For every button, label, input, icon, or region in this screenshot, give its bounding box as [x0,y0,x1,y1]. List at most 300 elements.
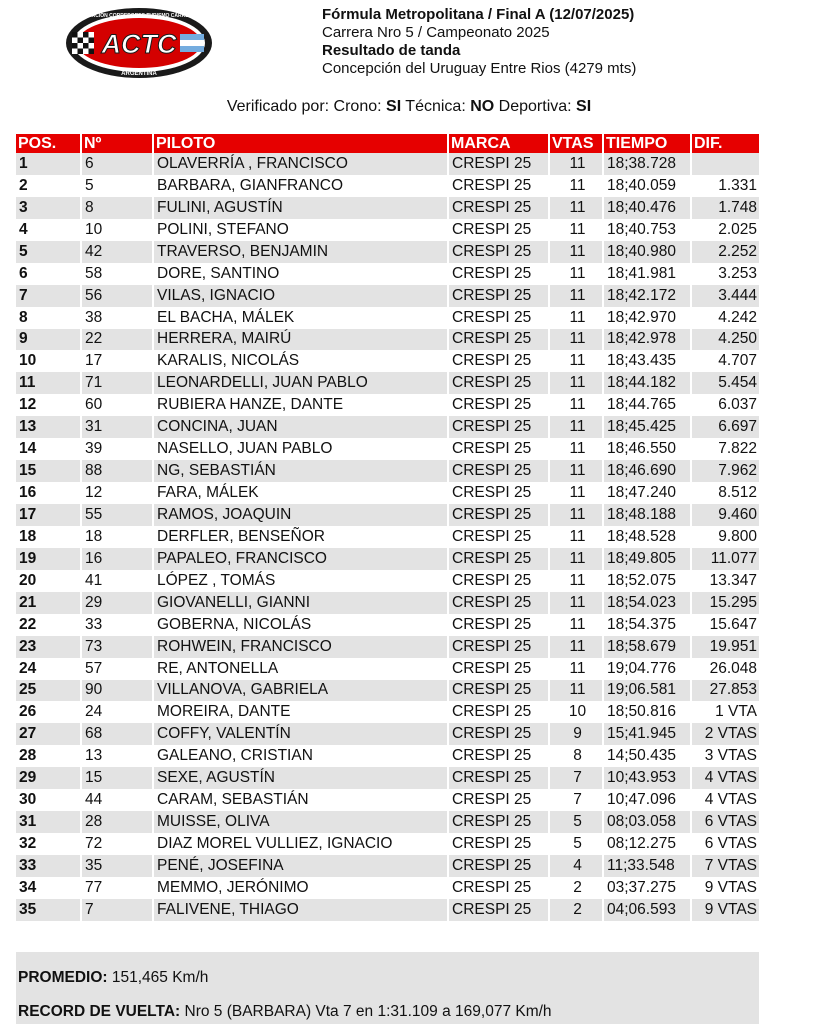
table-row [16,307,759,329]
cell-pilot: FALIVENE, THIAGO [152,899,447,921]
verified-deportiva: SI [576,98,592,115]
cell-time: 18;46.690 [602,460,690,482]
cell-number: 39 [80,438,152,460]
cell-pilot: CARAM, SEBASTIÁN [152,789,447,811]
col-header-pilot: PILOTO [152,134,447,153]
cell-pos: 32 [16,833,80,855]
table-row [16,329,759,351]
table-row [16,592,759,614]
cell-number: 88 [80,460,152,482]
cell-time: 18;48.528 [602,526,690,548]
cell-laps: 11 [548,394,602,416]
cell-laps: 11 [548,263,602,285]
cell-time: 18;52.075 [602,570,690,592]
cell-pos: 23 [16,636,80,658]
cell-number: 7 [80,899,152,921]
cell-pos: 31 [16,811,80,833]
cell-diff: 9 VTAS [690,899,759,921]
cell-pilot: VILLANOVA, GABRIELA [152,680,447,702]
cell-diff: 4.250 [690,329,759,351]
cell-pilot: MOREIRA, DANTE [152,701,447,723]
cell-time: 18;42.970 [602,307,690,329]
table-row [16,263,759,285]
average-speed [18,969,208,987]
cell-diff: 7 VTAS [690,855,759,877]
cell-pilot: EL BACHA, MÁLEK [152,307,447,329]
cell-pos: 7 [16,285,80,307]
cell-laps: 7 [548,767,602,789]
cell-time: 18;50.816 [602,701,690,723]
cell-time: 18;40.059 [602,175,690,197]
cell-brand: CRESPI 25 [447,701,548,723]
average-speed-label: PROMEDIO: [18,969,108,986]
cell-pilot: BARBARA, GIANFRANCO [152,175,447,197]
cell-number: 56 [80,285,152,307]
cell-pilot: DERFLER, BENSEÑOR [152,526,447,548]
cell-laps: 11 [548,350,602,372]
cell-brand: CRESPI 25 [447,899,548,921]
cell-laps: 11 [548,175,602,197]
cell-time: 19;04.776 [602,658,690,680]
cell-diff: 2.025 [690,219,759,241]
lap-record-label: RECORD DE VUELTA: [18,1003,181,1020]
cell-number: 60 [80,394,152,416]
cell-laps: 11 [548,329,602,351]
cell-pos: 28 [16,745,80,767]
cell-pos: 30 [16,789,80,811]
cell-number: 15 [80,767,152,789]
cell-pilot: FULINI, AGUSTÍN [152,197,447,219]
cell-brand: CRESPI 25 [447,372,548,394]
table-row [16,372,759,394]
cell-brand: CRESPI 25 [447,789,548,811]
table-row [16,350,759,372]
col-header-pos: POS. [16,134,80,153]
cell-pos: 1 [16,153,80,175]
cell-number: 13 [80,745,152,767]
cell-time: 18;47.240 [602,482,690,504]
table-row [16,482,759,504]
cell-time: 11;33.548 [602,855,690,877]
cell-laps: 11 [548,680,602,702]
cell-brand: CRESPI 25 [447,438,548,460]
cell-time: 08;03.058 [602,811,690,833]
verified-prefix: Verificado por: Crono: [226,98,382,115]
table-row [16,767,759,789]
cell-pilot: MUISSE, OLIVA [152,811,447,833]
cell-diff: 2.252 [690,241,759,263]
cell-laps: 11 [548,504,602,526]
cell-number: 73 [80,636,152,658]
cell-time: 18;40.980 [602,241,690,263]
cell-brand: CRESPI 25 [447,394,548,416]
cell-diff: 7.962 [690,460,759,482]
cell-diff: 4.242 [690,307,759,329]
cell-diff: 6.037 [690,394,759,416]
cell-brand: CRESPI 25 [447,658,548,680]
table-row [16,241,759,263]
cell-time: 18;49.805 [602,548,690,570]
cell-pilot: COFFY, VALENTÍN [152,723,447,745]
results-table [16,134,759,921]
cell-pilot: ROHWEIN, FRANCISCO [152,636,447,658]
table-row [16,614,759,636]
cell-time: 18;40.753 [602,219,690,241]
cell-laps: 11 [548,548,602,570]
cell-pos: 15 [16,460,80,482]
cell-pos: 26 [16,701,80,723]
cell-laps: 11 [548,614,602,636]
cell-brand: CRESPI 25 [447,175,548,197]
cell-laps: 11 [548,592,602,614]
cell-pilot: GALEANO, CRISTIAN [152,745,447,767]
cell-diff: 15.295 [690,592,759,614]
cell-diff: 1 VTA [690,701,759,723]
cell-brand: CRESPI 25 [447,350,548,372]
cell-pilot: CONCINA, JUAN [152,416,447,438]
cell-brand: CRESPI 25 [447,833,548,855]
cell-pos: 24 [16,658,80,680]
cell-pos: 19 [16,548,80,570]
cell-diff: 6.697 [690,416,759,438]
table-row [16,526,759,548]
cell-pilot: RUBIERA HANZE, DANTE [152,394,447,416]
cell-diff: 6 VTAS [690,833,759,855]
table-row [16,899,759,921]
cell-pilot: GIOVANELLI, GIANNI [152,592,447,614]
cell-number: 31 [80,416,152,438]
cell-brand: CRESPI 25 [447,636,548,658]
cell-laps: 4 [548,855,602,877]
col-header-number: Nº [80,134,152,153]
cell-pos: 12 [16,394,80,416]
cell-time: 18;46.550 [602,438,690,460]
cell-diff: 1.331 [690,175,759,197]
cell-pilot: NASELLO, JUAN PABLO [152,438,447,460]
cell-diff: 4 VTAS [690,767,759,789]
cell-pos: 25 [16,680,80,702]
cell-number: 16 [80,548,152,570]
cell-number: 29 [80,592,152,614]
cell-brand: CRESPI 25 [447,153,548,175]
results-subtitle: Resultado de tanda [322,42,461,59]
col-header-time: TIEMPO [602,134,690,153]
cell-number: 55 [80,504,152,526]
average-speed-value: 151,465 Km/h [111,969,209,986]
logo-ring-text: ASOCIACIÓN CORREDORES TURISMO CARRETERA [75,13,203,19]
cell-laps: 9 [548,723,602,745]
cell-diff: 11.077 [690,548,759,570]
table-row [16,811,759,833]
cell-pilot: RE, ANTONELLA [152,658,447,680]
cell-pilot: PAPALEO, FRANCISCO [152,548,447,570]
cell-pos: 14 [16,438,80,460]
cell-laps: 5 [548,811,602,833]
cell-time: 18;44.765 [602,394,690,416]
cell-pos: 22 [16,614,80,636]
cell-pilot: HERRERA, MAIRÚ [152,329,447,351]
cell-laps: 11 [548,285,602,307]
cell-number: 10 [80,219,152,241]
cell-number: 77 [80,877,152,899]
cell-time: 04;06.593 [602,899,690,921]
table-row [16,438,759,460]
cell-pos: 4 [16,219,80,241]
cell-pilot: LEONARDELLI, JUAN PABLO [152,372,447,394]
cell-pos: 11 [16,372,80,394]
cell-number: 33 [80,614,152,636]
table-row [16,701,759,723]
race-title: Fórmula Metropolitana / Final A (12/07/2025) [322,6,635,23]
table-row [16,570,759,592]
cell-brand: CRESPI 25 [447,504,548,526]
cell-time: 18;41.981 [602,263,690,285]
cell-brand: CRESPI 25 [447,460,548,482]
cell-diff: 27.853 [690,680,759,702]
cell-pilot: LÓPEZ , TOMÁS [152,570,447,592]
cell-brand: CRESPI 25 [447,745,548,767]
cell-pilot: TRAVERSO, BENJAMIN [152,241,447,263]
cell-time: 18;58.679 [602,636,690,658]
table-header-row [16,134,759,153]
cell-laps: 11 [548,460,602,482]
cell-pos: 10 [16,350,80,372]
cell-brand: CRESPI 25 [447,241,548,263]
cell-laps: 11 [548,372,602,394]
cell-brand: CRESPI 25 [447,285,548,307]
cell-laps: 11 [548,219,602,241]
cell-laps: 5 [548,833,602,855]
verification-line [0,98,818,116]
cell-pos: 6 [16,263,80,285]
cell-pos: 27 [16,723,80,745]
cell-time: 18;54.375 [602,614,690,636]
cell-pos: 3 [16,197,80,219]
cell-diff: 9.800 [690,526,759,548]
cell-number: 41 [80,570,152,592]
cell-number: 22 [80,329,152,351]
cell-diff: 4 VTAS [690,789,759,811]
cell-diff: 26.048 [690,658,759,680]
cell-laps: 8 [548,745,602,767]
cell-time: 18;38.728 [602,153,690,175]
cell-number: 28 [80,811,152,833]
cell-pilot: KARALIS, NICOLÁS [152,350,447,372]
cell-brand: CRESPI 25 [447,482,548,504]
cell-brand: CRESPI 25 [447,307,548,329]
cell-pos: 17 [16,504,80,526]
cell-pos: 2 [16,175,80,197]
cell-number: 44 [80,789,152,811]
cell-pilot: DIAZ MOREL VULLIEZ, IGNACIO [152,833,447,855]
cell-diff: 3 VTAS [690,745,759,767]
cell-pos: 33 [16,855,80,877]
verified-tecnica-label: Técnica: [405,98,466,115]
cell-laps: 7 [548,789,602,811]
verified-crono: SI [386,98,402,115]
cell-number: 72 [80,833,152,855]
cell-pilot: VILAS, IGNACIO [152,285,447,307]
cell-number: 90 [80,680,152,702]
cell-pilot: PENÉ, JOSEFINA [152,855,447,877]
col-header-brand: MARCA [447,134,548,153]
cell-brand: CRESPI 25 [447,811,548,833]
cell-diff: 9 VTAS [690,877,759,899]
lap-record-value: Nro 5 (BARBARA) Vta 7 en 1:31.109 a 169,077 Km/h [184,1003,552,1020]
cell-number: 12 [80,482,152,504]
cell-number: 38 [80,307,152,329]
cell-time: 10;43.953 [602,767,690,789]
cell-laps: 2 [548,899,602,921]
cell-laps: 11 [548,197,602,219]
cell-time: 10;47.096 [602,789,690,811]
cell-brand: CRESPI 25 [447,767,548,789]
cell-number: 17 [80,350,152,372]
cell-time: 18;48.188 [602,504,690,526]
cell-diff: 4.707 [690,350,759,372]
cell-laps: 11 [548,658,602,680]
cell-number: 18 [80,526,152,548]
table-row [16,680,759,702]
table-row [16,416,759,438]
table-row [16,877,759,899]
cell-number: 58 [80,263,152,285]
cell-laps: 11 [548,416,602,438]
cell-time: 18;45.425 [602,416,690,438]
table-row [16,285,759,307]
cell-diff: 6 VTAS [690,811,759,833]
logo-country-text: ARGENTINA [121,71,157,77]
cell-pos: 16 [16,482,80,504]
cell-brand: CRESPI 25 [447,592,548,614]
cell-time: 18;42.978 [602,329,690,351]
table-row [16,855,759,877]
cell-time: 14;50.435 [602,745,690,767]
cell-pos: 9 [16,329,80,351]
cell-time: 03;37.275 [602,877,690,899]
table-row [16,789,759,811]
cell-time: 19;06.581 [602,680,690,702]
cell-brand: CRESPI 25 [447,723,548,745]
cell-diff [690,153,759,175]
table-row [16,658,759,680]
cell-pos: 29 [16,767,80,789]
cell-diff: 2 VTAS [690,723,759,745]
cell-number: 57 [80,658,152,680]
verified-tecnica: NO [470,98,495,115]
results-body [16,153,759,921]
cell-laps: 11 [548,438,602,460]
cell-pilot: SEXE, AGUSTÍN [152,767,447,789]
cell-pos: 13 [16,416,80,438]
cell-laps: 2 [548,877,602,899]
table-row [16,175,759,197]
cell-diff: 7.822 [690,438,759,460]
cell-brand: CRESPI 25 [447,877,548,899]
cell-time: 18;40.476 [602,197,690,219]
cell-pos: 5 [16,241,80,263]
cell-number: 68 [80,723,152,745]
cell-diff: 19.951 [690,636,759,658]
table-row [16,197,759,219]
cell-pilot: POLINI, STEFANO [152,219,447,241]
cell-laps: 11 [548,636,602,658]
table-row [16,460,759,482]
cell-laps: 11 [548,570,602,592]
cell-pilot: MEMMO, JERÓNIMO [152,877,447,899]
header-block [322,6,636,78]
cell-pilot: RAMOS, JOAQUIN [152,504,447,526]
cell-pilot: DORE, SANTINO [152,263,447,285]
cell-pos: 18 [16,526,80,548]
cell-brand: CRESPI 25 [447,416,548,438]
table-row [16,153,759,175]
cell-pos: 20 [16,570,80,592]
cell-time: 18;44.182 [602,372,690,394]
cell-number: 71 [80,372,152,394]
cell-brand: CRESPI 25 [447,263,548,285]
lap-record [18,1003,552,1021]
cell-pilot: GOBERNA, NICOLÁS [152,614,447,636]
cell-brand: CRESPI 25 [447,197,548,219]
cell-pos: 34 [16,877,80,899]
cell-brand: CRESPI 25 [447,614,548,636]
cell-laps: 11 [548,482,602,504]
cell-time: 18;43.435 [602,350,690,372]
table-row [16,636,759,658]
cell-number: 42 [80,241,152,263]
cell-time: 18;42.172 [602,285,690,307]
table-row [16,723,759,745]
cell-laps: 11 [548,526,602,548]
cell-number: 6 [80,153,152,175]
cell-pos: 35 [16,899,80,921]
cell-brand: CRESPI 25 [447,219,548,241]
cell-diff: 9.460 [690,504,759,526]
cell-laps: 10 [548,701,602,723]
venue: Concepción del Uruguay Entre Rios (4279 mts) [322,60,637,77]
cell-diff: 1.748 [690,197,759,219]
logo-main-text: ACTC [101,29,177,59]
cell-time: 08;12.275 [602,833,690,855]
cell-number: 24 [80,701,152,723]
cell-laps: 11 [548,307,602,329]
cell-number: 8 [80,197,152,219]
cell-pilot: FARA, MÁLEK [152,482,447,504]
table-row [16,745,759,767]
verified-deportiva-label: Deportiva: [498,98,572,115]
table-row [16,504,759,526]
col-header-diff: DIF. [690,134,759,153]
cell-brand: CRESPI 25 [447,680,548,702]
cell-brand: CRESPI 25 [447,526,548,548]
cell-brand: CRESPI 25 [447,329,548,351]
cell-diff: 3.444 [690,285,759,307]
cell-number: 35 [80,855,152,877]
cell-laps: 11 [548,241,602,263]
cell-brand: CRESPI 25 [447,548,548,570]
cell-laps: 11 [548,153,602,175]
col-header-laps: VTAS [548,134,602,153]
cell-brand: CRESPI 25 [447,570,548,592]
cell-time: 15;41.945 [602,723,690,745]
cell-diff: 5.454 [690,372,759,394]
cell-diff: 3.253 [690,263,759,285]
table-row [16,394,759,416]
cell-diff: 8.512 [690,482,759,504]
cell-diff: 13.347 [690,570,759,592]
table-row [16,833,759,855]
